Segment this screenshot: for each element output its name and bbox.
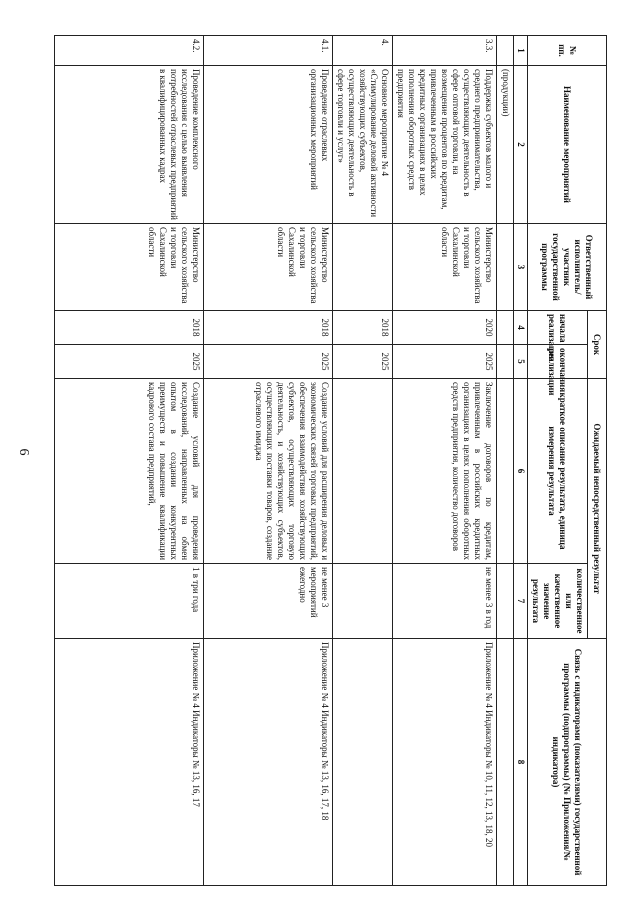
row-num: 3.3. xyxy=(393,36,497,66)
row-end: 2025 xyxy=(393,345,497,379)
column-number: 3 xyxy=(514,224,528,311)
row-link: Приложение № 4 Индикаторы № 10, 11, 12, 13, 18, 20 xyxy=(393,639,497,886)
row-end: 2025 xyxy=(204,345,333,379)
row-name: Проведение комплексного исследования с целью выявления потребностей отраслевых предприятий в квалифицированных кадрах xyxy=(55,66,204,224)
column-number: 8 xyxy=(514,639,528,886)
measures-table xyxy=(54,35,607,886)
column-number: 5 xyxy=(514,345,528,379)
row-start xyxy=(497,311,514,345)
row-num: 4.2. xyxy=(55,36,204,66)
row-num: 4. xyxy=(333,36,393,66)
table-row xyxy=(55,36,204,886)
rotated-table-container xyxy=(78,35,607,885)
row-responsible: Министерство сельского хозяйства и торговли Сахалинской области xyxy=(204,224,333,311)
row-name: Проведение отраслевых организационных мероприятий xyxy=(204,66,333,224)
column-number: 4 xyxy=(514,311,528,345)
row-value xyxy=(333,564,393,639)
column-number: 2 xyxy=(514,66,528,224)
header-result: Ожидаемый непосредственный результат xyxy=(588,379,607,639)
header-name: Наименование мероприятий xyxy=(528,66,607,224)
row-link: Приложение № 4 Индикаторы № 13, 16, 17 xyxy=(55,639,204,886)
row-value: не менее 3 мероприятий ежегодно xyxy=(204,564,333,639)
row-desc: Создание условий для проведения исследований, направленных на обмен опытом в создании конкурентных преимуществ и повышение квалификации кадрового состава предприятий, xyxy=(55,379,204,564)
row-link xyxy=(333,639,393,886)
row-responsible xyxy=(333,224,393,311)
row-num: 4.1. xyxy=(204,36,333,66)
column-number: 1 xyxy=(514,36,528,66)
table-row xyxy=(204,36,333,886)
row-start: 2018 xyxy=(204,311,333,345)
header-link: Связь с индикаторами (показателями) государственной программы (подпрограммы) (№ Приложения/№ индикатора) xyxy=(528,639,607,886)
row-end: 2025 xyxy=(55,345,204,379)
row-name: Поддержка субъектов малого и среднего предпринимательства, осуществляющих деятельность в сфере оптовой торговли, на возмещение процентов по кредитам, привлеченным в российских кредитных организациях в целях пополнения оборотных средств предприятия xyxy=(393,66,497,224)
header-term: Срок xyxy=(588,311,607,379)
header-responsible: Ответственный исполнитель/участник государственной программы xyxy=(528,224,607,311)
page-number: 6 xyxy=(16,448,31,456)
row-desc: Заключение договоров по кредитам, привлеченным в российских кредитных организациях в целях пополнения оборотных средств предприятия, количество договоров xyxy=(393,379,497,564)
row-start: 2018 xyxy=(333,311,393,345)
row-desc xyxy=(497,379,514,564)
row-responsible: Министерство сельского хозяйства и торговли Сахалинской области xyxy=(55,224,204,311)
row-value xyxy=(497,564,514,639)
row-responsible xyxy=(497,224,514,311)
row-value: 1 в три года xyxy=(55,564,204,639)
row-start: 2018 xyxy=(55,311,204,345)
row-desc: Создание условий для расширения деловых и экономических связей торговых предприятий, обеспечения взаимодействия хозяйствующих субъектов, осуществляющих торговую деятельность, и хозяйствующих субъектов, осуществляющих поставки товаров, создание отраслевого имиджа xyxy=(204,379,333,564)
row-responsible: Министерство сельского хозяйства и торговли Сахалинской области xyxy=(393,224,497,311)
row-end: 2025 xyxy=(333,345,393,379)
row-name: (продукции) xyxy=(497,66,514,224)
row-link: Приложение № 4 Индикаторы № 13, 16, 17, 18 xyxy=(204,639,333,886)
table-row xyxy=(497,36,514,886)
column-number: 6 xyxy=(514,379,528,564)
header-num: № пп. xyxy=(528,36,607,66)
header-result-value: количественное или качественное значение результата xyxy=(528,564,588,639)
row-desc xyxy=(333,379,393,564)
column-number: 7 xyxy=(514,564,528,639)
header-result-desc: краткое описание результата, единица измерения результата xyxy=(528,379,588,564)
table-row xyxy=(333,36,393,886)
table-row xyxy=(393,36,497,886)
row-link xyxy=(497,639,514,886)
row-end xyxy=(497,345,514,379)
column-number-row xyxy=(514,36,528,886)
row-num xyxy=(497,36,514,66)
row-value: не менее 3 в год xyxy=(393,564,497,639)
header-term-end: окончания реализации xyxy=(528,345,588,379)
row-start: 2020 xyxy=(393,311,497,345)
row-name: Основное мероприятие № 4 «Стимулирование деловой активности хозяйствующих субъектов, осуществляющих деятельность в сфере торговли и услуг» xyxy=(333,66,393,224)
header-term-start: начала реализации xyxy=(528,311,588,345)
